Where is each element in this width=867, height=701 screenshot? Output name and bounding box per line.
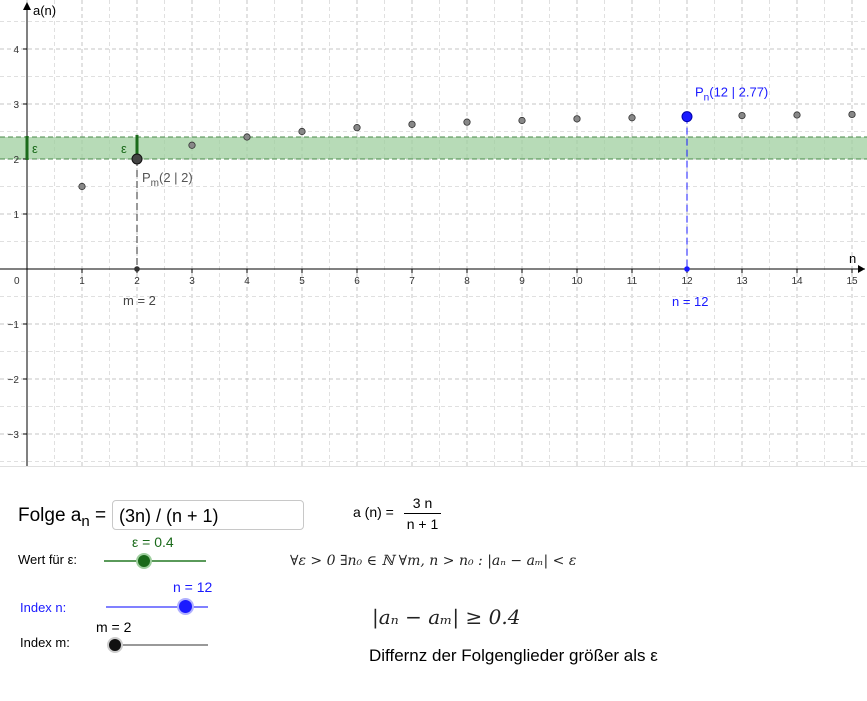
x-tick-label: 6 <box>354 276 360 287</box>
epsilon-slider-thumb[interactable] <box>136 553 152 569</box>
sequence-label: Folge $a_n$ = <box>18 505 107 530</box>
sequence-point <box>574 116 580 122</box>
n-marker-label: n = 12 <box>672 294 709 309</box>
sequence-point <box>849 111 855 117</box>
y-tick-label: 3 <box>13 100 19 111</box>
x-tick-label: 4 <box>244 276 250 287</box>
x-tick-label: 10 <box>571 276 583 287</box>
x-tick-label: 15 <box>846 276 858 287</box>
x-tick-label: 2 <box>134 276 140 287</box>
a-of-n-formula <box>353 495 441 532</box>
x-tick-label: 7 <box>409 276 415 287</box>
sequence-point <box>464 119 470 125</box>
sequence-point <box>354 124 360 130</box>
m-axis-point[interactable] <box>134 266 140 272</box>
a-of-n-numerator: 3 n <box>404 495 442 514</box>
sequence-point <box>189 142 195 148</box>
panel-separator <box>0 466 867 467</box>
sequence-point <box>299 128 305 134</box>
m-marker-label: m = 2 <box>123 293 156 308</box>
sequence-point <box>409 121 415 127</box>
x-tick-label: 3 <box>189 276 195 287</box>
epsilon-slider-value: ε = 0.4 <box>132 534 174 550</box>
epsilon-band <box>0 137 867 159</box>
sequence-point <box>794 112 800 118</box>
x-tick-labels <box>79 276 858 287</box>
y-tick-label: −1 <box>7 320 19 331</box>
index-n-slider-thumb[interactable] <box>177 598 194 615</box>
sequence-point <box>739 112 745 118</box>
sequence-point <box>79 183 85 189</box>
a-of-n-lhs: a (n) = <box>353 504 394 521</box>
x-tick-label: 13 <box>736 276 748 287</box>
y-tick-label: 4 <box>13 45 19 56</box>
epsilon-slider-track[interactable] <box>104 560 206 562</box>
index-m-slider-label: Index m: <box>20 635 70 650</box>
x-tick-label: 11 <box>626 276 638 287</box>
y-tick-label: −2 <box>7 375 19 386</box>
x-axis-label: n <box>849 251 857 266</box>
epsilon-bar-left-label: ε <box>32 141 38 156</box>
index-n-slider-label: Index n: <box>20 600 67 615</box>
sequence-point <box>519 117 525 123</box>
difference-inequality: |aₙ − aₘ| ≥ 0.4 <box>372 605 521 629</box>
point-p-m-label: $P_m(2$ | 2) <box>142 170 193 189</box>
x-tick-label: 14 <box>791 276 803 287</box>
y-axis-label: a(n) <box>33 3 57 18</box>
epsilon-slider-label: Wert für ε: <box>18 552 78 567</box>
sequence-input[interactable]: (3n) / (n + 1) <box>112 500 304 530</box>
y-tick-label: 2 <box>13 155 19 166</box>
index-m-slider-track[interactable] <box>108 644 208 646</box>
x-axis-arrow-icon <box>858 265 865 273</box>
y-axis-arrow-icon <box>23 2 31 10</box>
x-tick-label: 5 <box>299 276 305 287</box>
a-of-n-denominator: n + 1 <box>406 516 439 532</box>
y-tick-label: 1 <box>13 210 19 221</box>
point-p-n-label: $P_n(12$ | 2.77) <box>695 84 769 104</box>
conclusion-text: Differnz der Folgenglieder größer als ε <box>369 646 658 665</box>
index-m-slider-value: m = 2 <box>96 619 132 635</box>
origin-label: 0 <box>14 276 20 287</box>
x-tick-label: 8 <box>464 276 470 287</box>
cauchy-definition: ∀ε > 0 ∃n₀ ∈ ℕ ∀m, n > n₀ : |aₙ − aₘ| < ε <box>290 553 577 569</box>
a-of-n-fraction <box>404 495 442 532</box>
point-p-m[interactable] <box>132 154 142 164</box>
x-tick-label: 9 <box>519 276 525 287</box>
x-tick-label: 1 <box>79 276 85 287</box>
sequence-point <box>244 134 250 140</box>
index-m-slider-thumb[interactable] <box>107 637 123 653</box>
n-axis-point[interactable] <box>684 266 690 272</box>
sequence-point <box>629 115 635 121</box>
epsilon-bar-mid-label: ε <box>121 141 127 156</box>
index-n-slider-value: n = 12 <box>173 579 213 595</box>
x-tick-label: 12 <box>681 276 693 287</box>
y-tick-label: −3 <box>7 430 19 441</box>
point-p-n[interactable] <box>682 112 692 122</box>
